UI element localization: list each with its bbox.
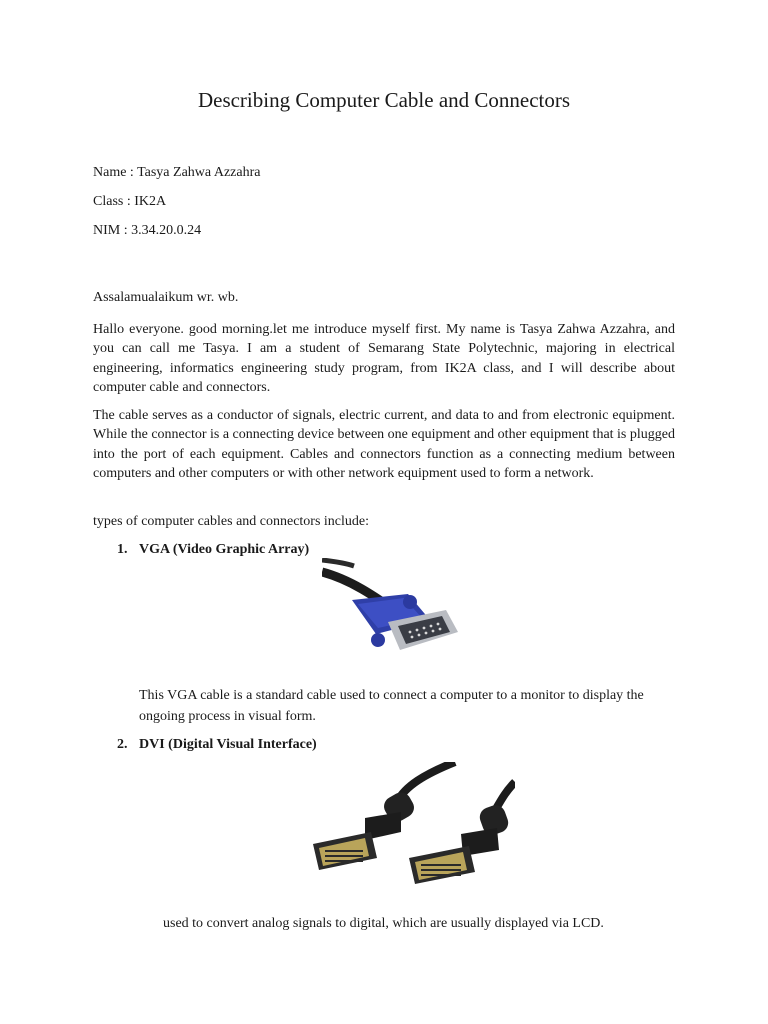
list-item-heading-dvi bbox=[117, 737, 317, 753]
list-heading-text: DVI (Digital Visual Interface) bbox=[139, 737, 317, 752]
list-number: 2. bbox=[117, 737, 128, 752]
student-nim: NIM : 3.34.20.0.24 bbox=[93, 223, 202, 238]
list-heading-text: VGA (Video Graphic Array) bbox=[139, 542, 310, 557]
student-name: Name : Tasya Zahwa Azzahra bbox=[93, 165, 261, 180]
document-title: Describing Computer Cable and Connectors bbox=[197, 88, 571, 112]
list-number: 1. bbox=[117, 542, 128, 557]
dvi-description: used to convert analog signals to digital, which are usually displayed via LCD. bbox=[163, 916, 604, 931]
definition-paragraph: The cable serves as a conductor of signals, electric current, and data to and from electronic equipment. While the connector is a connecting device between one equipment and other equipment that is plugged into the port of each equipment. Cables and connectors function as a connecting medium between computers and other computers or with other network equipment used to form a network. bbox=[93, 408, 675, 482]
types-intro: types of computer cables and connectors include: bbox=[93, 514, 370, 529]
list-item-heading-vga bbox=[117, 542, 309, 558]
intro-paragraph: Hallo everyone. good morning.let me introduce myself first. My name is Tasya Zahwa Azzahra, and you can call me Tasya. I am a student of Semarang State Polytechnic, majoring in electrical engineering, informatics engineering study program, from IK2A class, and I will describe about computer cable and connectors. bbox=[93, 322, 675, 396]
dvi-cable-image bbox=[305, 762, 515, 902]
student-class: Class : IK2A bbox=[93, 194, 167, 209]
vga-description: This VGA cable is a standard cable used to connect a computer to a monitor to display the ongoing process in visual form. bbox=[139, 688, 644, 724]
vga-cable-image bbox=[322, 558, 458, 668]
greeting: Assalamualaikum wr. wb. bbox=[93, 290, 239, 305]
